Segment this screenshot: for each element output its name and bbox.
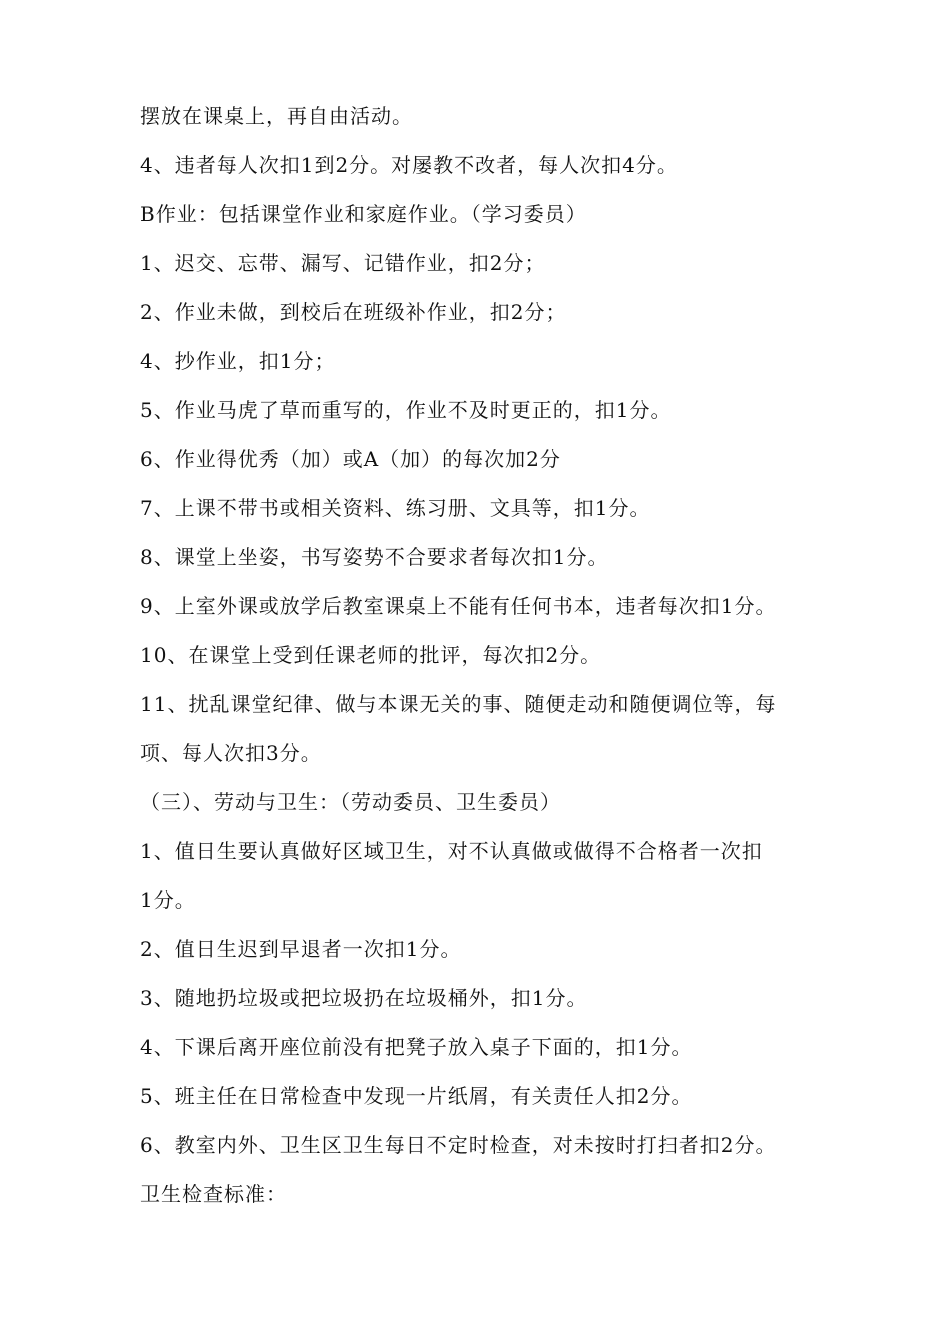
text-line: 11、扰乱课堂纪律、做与本课无关的事、随便走动和随便调位等，每 [140,692,777,716]
text-line: 卫生检查标准： [140,1182,287,1206]
text-line: 摆放在课桌上，再自由活动。 [140,104,413,128]
text-line: 4、违者每人次扣1到2分。对屡教不改者，每人次扣4分。 [140,153,678,177]
text-line: 6、教室内外、卫生区卫生每日不定时检查，对未按时打扫者扣2分。 [140,1133,777,1157]
text-line: 9、上室外课或放学后教室课桌上不能有任何书本，违者每次扣1分。 [140,594,777,618]
text-line: 3、随地扔垃圾或把垃圾扔在垃圾桶外，扣1分。 [140,986,588,1010]
section-heading-homework: B作业：包括课堂作业和家庭作业。（学习委员） [140,202,587,226]
text-line: 1分。 [140,888,196,912]
text-line: 10、在课堂上受到任课老师的批评，每次扣2分。 [140,643,602,667]
text-line: 2、作业未做，到校后在班级补作业，扣2分； [140,300,567,324]
text-line: 5、班主任在日常检查中发现一片纸屑，有关责任人扣2分。 [140,1084,693,1108]
text-line: 4、抄作业，扣1分； [140,349,336,373]
section-heading-labor-hygiene: （三）、劳动与卫生：（劳动委员、卫生委员） [140,790,561,814]
text-line: 1、值日生要认真做好区域卫生，对不认真做或做得不合格者一次扣 [140,839,763,863]
text-line: 6、作业得优秀（加）或A（加）的每次加2分 [140,447,561,471]
text-line: 2、值日生迟到早退者一次扣1分。 [140,937,462,961]
text-line: 7、上课不带书或相关资料、练习册、文具等，扣1分。 [140,496,651,520]
text-line: 项、每人次扣3分。 [140,741,322,765]
text-line: 4、下课后离开座位前没有把凳子放入桌子下面的，扣1分。 [140,1035,693,1059]
text-line: 5、作业马虎了草而重写的，作业不及时更正的，扣1分。 [140,398,672,422]
text-line: 1、迟交、忘带、漏写、记错作业，扣2分； [140,251,546,275]
text-line: 8、课堂上坐姿，书写姿势不合要求者每次扣1分。 [140,545,609,569]
